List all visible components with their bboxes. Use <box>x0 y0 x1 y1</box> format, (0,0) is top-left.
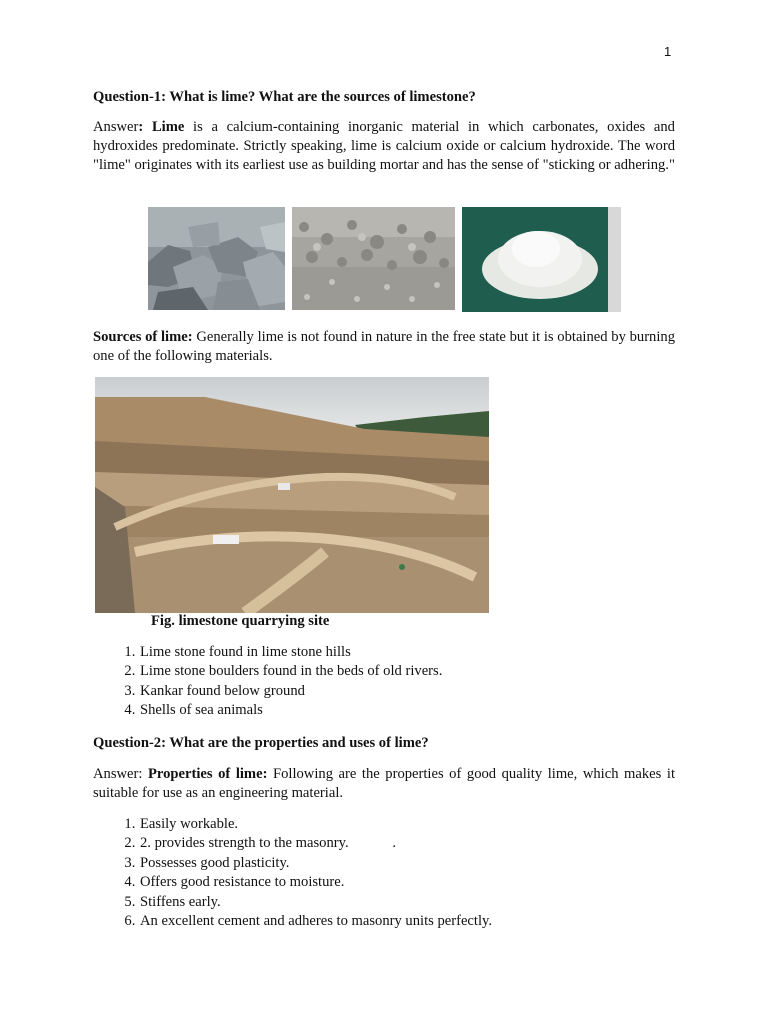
sources-paragraph <box>93 328 675 366</box>
answer-label: Answer: <box>93 766 148 782</box>
question-2-answer <box>93 765 675 803</box>
sources-list <box>93 643 442 721</box>
list-item: 2. 2. provides strength to the masonry. . <box>139 834 492 853</box>
list-item: 3. Kankar found below ground <box>139 682 442 701</box>
page-number: 1 <box>664 44 672 59</box>
list-item: 4. Offers good resistance to moisture. <box>139 873 492 892</box>
figure-caption: Fig. limestone quarrying site <box>151 613 330 629</box>
list-item: 1. Easily workable. <box>139 815 492 834</box>
limestone-quarry-photo <box>95 377 489 613</box>
lime-powder-photo <box>462 207 621 312</box>
properties-term: Properties of lime: <box>148 766 268 782</box>
list-item: 6. An excellent cement and adheres to masonry units perfectly. <box>139 912 492 931</box>
properties-description: Following are the properties of good quality lime, which makes it suitable for use as an engineering material. <box>93 766 676 802</box>
lime-stones-photo <box>148 207 285 310</box>
sources-description: Generally lime is not found in nature in the free state but it is obtained by burning one of the following materials. <box>93 329 675 365</box>
answer-label: Answer <box>93 119 139 135</box>
question-1-heading: Question-1: What is lime? What are the sources of limestone? <box>93 89 476 105</box>
list-item: 4. Shells of sea animals <box>139 701 442 720</box>
list-item: 3. Possesses good plasticity. <box>139 854 492 873</box>
lime-term: : Lime <box>138 119 185 135</box>
list-item: 1. Lime stone found in lime stone hills <box>139 643 442 662</box>
question-2-heading: Question-2: What are the properties and uses of lime? <box>93 735 429 751</box>
crushed-limestone-photo <box>292 207 455 310</box>
properties-list <box>93 815 492 931</box>
sources-term: Sources of lime: <box>93 329 193 345</box>
lime-definition: is a calcium-containing inorganic material in which carbonates, oxides and hydroxides predominate. Strictly speaking, lime is calcium oxide or calcium hydroxide. The word "lime" originates with its earliest use as building mortar and has the sense of "sticking or adhering." <box>93 119 675 174</box>
list-item: 5. Stiffens early. <box>139 893 492 912</box>
list-item: 2. Lime stone boulders found in the beds of old rivers. <box>139 662 442 681</box>
question-1-answer <box>93 118 675 176</box>
